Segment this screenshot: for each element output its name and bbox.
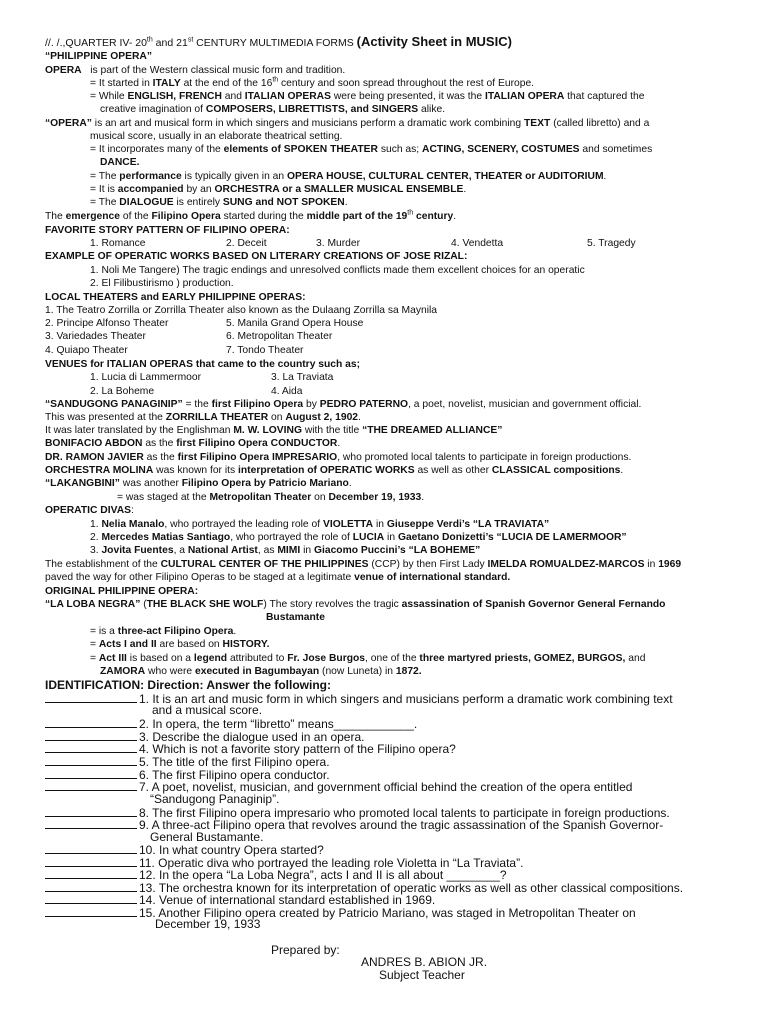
question-continuation: and a musical score. — [152, 703, 263, 717]
staged-line: = was staged at the Metropolitan Theater on December 19, 1933. — [117, 492, 425, 503]
diva-item: 1. Nelia Manalo, who portrayed the leading role of VIOLETTA in Giuseppe Verdi’s “LA TRAVIATA” — [90, 519, 550, 530]
question-item: 6. The first Filipino opera conductor. — [45, 768, 330, 782]
while-line: = While ENGLISH, FRENCH and ITALIAN OPERAS were being presented, it was the ITALIAN OPERA that captured the — [90, 91, 645, 102]
favorite-item: 3. Murder — [316, 238, 361, 249]
identification-heading: IDENTIFICATION: Direction: Answer the following: — [45, 678, 331, 692]
while-line-2: creative imagination of COMPOSERS, LIBRETTISTS, and SINGERS alike. — [100, 104, 446, 115]
incorporates-line-2: DANCE. — [100, 157, 140, 168]
performance-line: = The performance is typically given in an OPERA HOUSE, CULTURAL CENTER, THEATER or AUDITORIUM. — [90, 171, 607, 182]
theater-item: 3. Variedades Theater — [45, 331, 146, 342]
answer-blank[interactable] — [45, 893, 137, 904]
question-item: 5. The title of the first Filipino opera. — [45, 755, 330, 769]
italy-line: = It started in ITALY at the end of the 16th century and soon spread throughout the rest of Europe. — [90, 76, 535, 89]
zorrilla-line: This was presented at the ZORRILLA THEATER on August 2, 1902. — [45, 412, 361, 423]
teacher-title: Subject Teacher — [379, 968, 465, 982]
opera-quote: “OPERA” is an art and musical form in which singers and musicians perform a dramatic work combining TEXT (called libretto) and a — [45, 118, 650, 129]
question-continuation: “Sandugong Panaginip”. — [150, 792, 280, 806]
venue-item: 3. La Traviata — [271, 372, 334, 383]
venue-item: 2. La Boheme — [90, 386, 155, 397]
answer-blank[interactable] — [45, 692, 137, 703]
incorporates-line: = It incorporates many of the elements of SPOKEN THEATER such as; ACTING, SCENERY, COSTUMES and sometimes — [90, 144, 653, 155]
diva-item: 2. Mercedes Matias Santiago, who portrayed the role of LUCIA in Gaetano Donizetti’s “LUCIA DE LAMERMOOR” — [90, 532, 627, 543]
answer-blank[interactable] — [45, 768, 137, 779]
opera-definition: OPERA is part of the Western classical music form and tradition. — [45, 65, 346, 76]
divas-heading: OPERATIC DIVAS: — [45, 505, 134, 516]
question-item: 15. Another Filipino opera created by Patricio Mariano, was staged in Metropolitan Theater on — [45, 906, 636, 920]
answer-blank[interactable] — [45, 780, 137, 791]
question-item: 1. It is an art and music form in which singers and musicians perform a dramatic work combining text — [45, 692, 673, 706]
rizal-item: 1. Noli Me Tangere) The tragic endings and unresolved conflicts made them excellent choices for an operatic — [90, 265, 585, 276]
question-item: 2. In opera, the term “libretto” means____________. — [45, 717, 417, 731]
loba-act-three: = Act III is based on a legend attributed to Fr. Jose Burgos, one of the three martyred priests, GOMEZ, BURGOS, and — [90, 653, 646, 664]
favorite-item: 2. Deceit — [226, 238, 267, 249]
theater-item: 1. The Teatro Zorrilla or Zorrilla Theater also known as the Dulaang Zorrilla sa Maynila — [45, 305, 438, 316]
question-item: 13. The orchestra known for its interpretation of operatic works as well as other classical compositions. — [45, 881, 683, 895]
sandugong-line: “SANDUGONG PANAGINIP” = the first Filipino Opera by PEDRO PATERNO, a poet, novelist, musician and government official. — [45, 399, 642, 410]
answer-blank[interactable] — [45, 906, 137, 917]
translated-line: It was later translated by the Englishman M. W. LOVING with the title “THE DREAMED ALLIANCE” — [45, 425, 503, 436]
question-item: 10. In what country Opera started? — [45, 843, 324, 857]
answer-blank[interactable] — [45, 742, 137, 753]
diva-item: 3. Jovita Fuentes, a National Artist, as MIMI in Giacomo Puccini’s “LA BOHEME” — [90, 545, 481, 556]
answer-blank[interactable] — [45, 868, 137, 879]
teacher-name: ANDRES B. ABION JR. — [361, 955, 488, 969]
question-item: 8. The first Filipino opera impresario who promoted local talents to participate in foreign productions. — [45, 806, 670, 820]
answer-blank[interactable] — [45, 755, 137, 766]
answer-blank[interactable] — [45, 717, 137, 728]
rizal-item: 2. El Filibustirismo ) production. — [90, 278, 234, 289]
question-item: 14. Venue of international standard established in 1969. — [45, 893, 435, 907]
loba-three-act: = is a three-act Filipino Opera. — [90, 626, 237, 637]
question-item: 9. A three-act Filipino opera that revolves around the tragic assassination of the Spanish Governor- — [45, 818, 663, 832]
answer-blank[interactable] — [45, 806, 137, 817]
theater-item: 6. Metropolitan Theater — [226, 331, 333, 342]
ccp-line: The establishment of the CULTURAL CENTER OF THE PHILIPPINES (CCP) by then First Lady IMELDA ROMUALDEZ-MARCOS in 1969 — [45, 559, 682, 570]
question-continuation: December 19, 1933 — [155, 917, 261, 931]
molina-line: ORCHESTRA MOLINA was known for its interpretation of OPERATIC WORKS as well as other CLASSICAL compositions. — [45, 465, 624, 476]
loba-act-three-2: ZAMORA who were executed in Bagumbayan (now Luneta) in 1872. — [100, 666, 422, 677]
question-item: 3. Describe the dialogue used in an opera. — [45, 730, 365, 744]
opera-quote-2: musical score, usually in an elaborate theatrical setting. — [90, 131, 343, 142]
abdon-line: BONIFACIO ABDON as the first Filipino Opera CONDUCTOR. — [45, 438, 341, 449]
theaters-heading: LOCAL THEATERS and EARLY PHILIPPINE OPERAS: — [45, 292, 306, 303]
favorite-item: 5. Tragedy — [587, 238, 636, 249]
answer-blank[interactable] — [45, 856, 137, 867]
answer-blank[interactable] — [45, 843, 137, 854]
sheet-title: //. /.,QUARTER IV- 20th and 21st CENTURY MULTIMEDIA FORMS (Activity Sheet in MUSIC) — [45, 34, 512, 49]
question-item: 11. Operatic diva who portrayed the leading role Violetta in “La Traviata”. — [45, 856, 523, 870]
favorite-pattern-heading: FAVORITE STORY PATTERN OF FILIPINO OPERA: — [45, 225, 290, 236]
question-continuation: General Bustamante. — [150, 830, 264, 844]
accompanied-line: = It is accompanied by an ORCHESTRA or a SMALLER MUSICAL ENSEMBLE. — [90, 184, 467, 195]
answer-blank[interactable] — [45, 881, 137, 892]
venue-item: 1. Lucia di Lammermoor — [90, 372, 202, 383]
lakangbini-line: “LAKANGBINI” was another Filipino Opera by Patricio Mariano. — [45, 478, 352, 489]
theater-item: 5. Manila Grand Opera House — [226, 318, 364, 329]
favorite-item: 4. Vendetta — [451, 238, 504, 249]
loba-line-2: Bustamante — [266, 612, 325, 623]
original-heading: ORIGINAL PHILIPPINE OPERA: — [45, 586, 199, 597]
favorite-item: 1. Romance — [90, 238, 146, 249]
venue-item: 4. Aida — [271, 386, 303, 397]
answer-blank[interactable] — [45, 818, 137, 829]
javier-line: DR. RAMON JAVIER as the first Filipino Opera IMPRESARIO, who promoted local talents to participate in foreign productions. — [45, 452, 632, 463]
question-item: 12. In the opera “La Loba Negra”, acts I and II is all about ________? — [45, 868, 507, 882]
prepared-by-label: Prepared by: — [271, 943, 340, 957]
venues-heading: VENUES for ITALIAN OPERAS that came to the country such as; — [45, 359, 361, 370]
loba-acts: = Acts I and II are based on HISTORY. — [90, 639, 270, 650]
question-item: 7. A poet, novelist, musician, and government official behind the creation of the opera entitled — [45, 780, 632, 794]
loba-line: “LA LOBA NEGRA” (THE BLACK SHE WOLF) The story revolves the tragic assassination of Spanish Governor General Fernando — [45, 599, 666, 610]
rizal-heading: EXAMPLE OF OPERATIC WORKS BASED ON LITERARY CREATIONS OF JOSE RIZAL: — [45, 251, 468, 262]
ccp-line-2: paved the way for other Filipino Operas to be staged at a legitimate venue of international standard. — [45, 572, 511, 583]
emergence-line: The emergence of the Filipino Opera started during the middle part of the 19th century. — [45, 209, 457, 222]
theater-item: 7. Tondo Theater — [226, 345, 304, 356]
theater-item: 2. Principe Alfonso Theater — [45, 318, 169, 329]
theater-item: 4. Quiapo Theater — [45, 345, 128, 356]
question-item: 4. Which is not a favorite story pattern of the Filipino opera? — [45, 742, 456, 756]
dialogue-line: = The DIALOGUE is entirely SUNG and NOT SPOKEN. — [90, 197, 348, 208]
answer-blank[interactable] — [45, 730, 137, 741]
subtitle: “PHILIPPINE OPERA” — [45, 51, 152, 62]
